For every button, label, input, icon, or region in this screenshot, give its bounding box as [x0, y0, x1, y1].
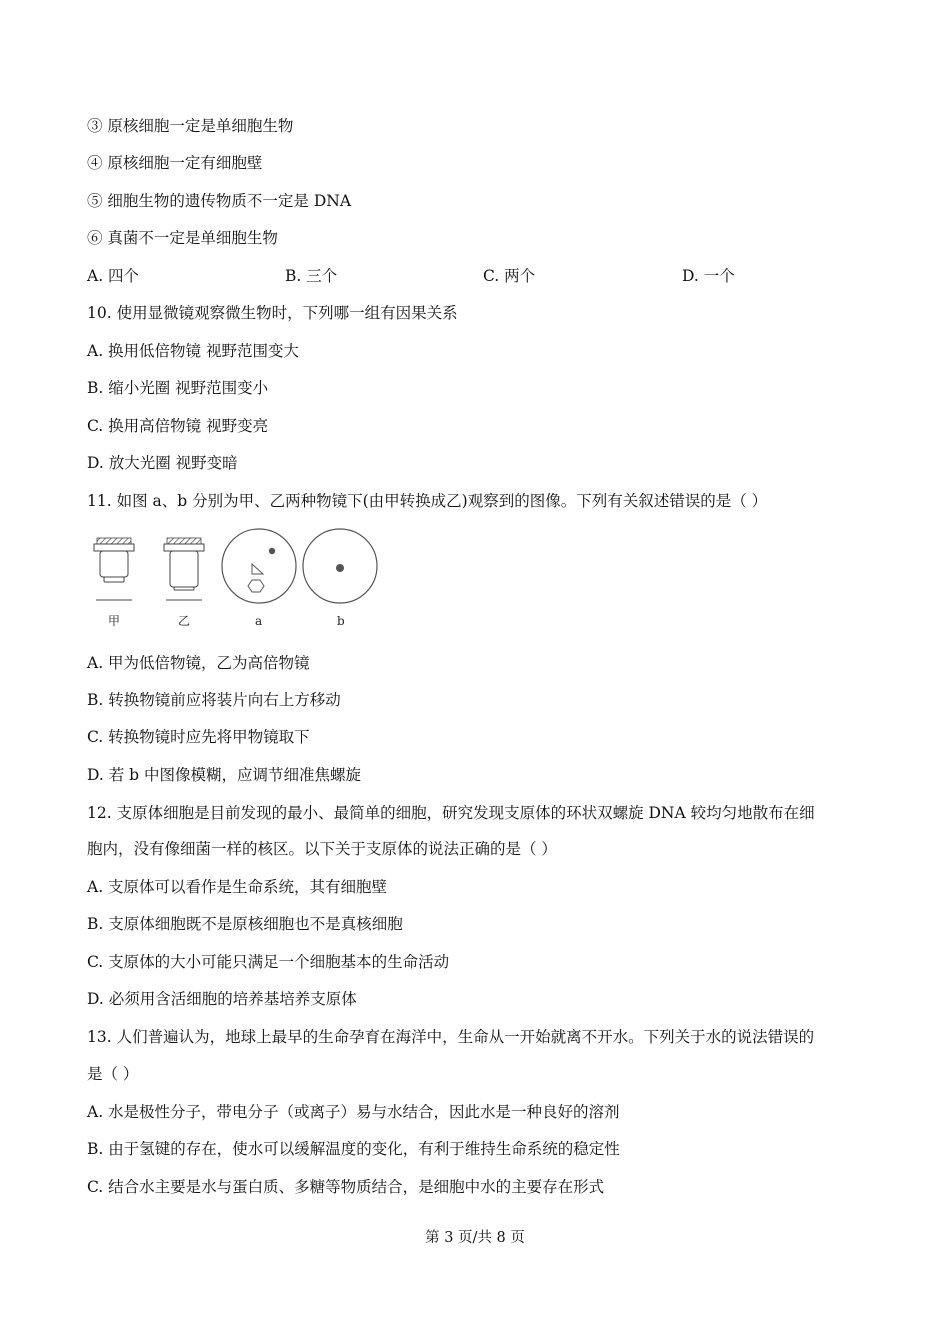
q12-option-a: A. 支原体可以看作是生命系统，其有细胞壁	[87, 878, 388, 896]
q11-figure-drawing	[87, 528, 387, 608]
q11-option-a: A. 甲为低倍物镜，乙为高倍物镜	[87, 654, 310, 672]
q11-option-c: C. 转换物镜时应先将甲物镜取下	[87, 728, 310, 746]
q12-option-c: C. 支原体的大小可能只满足一个细胞基本的生命活动	[87, 953, 450, 971]
q12-stem-line2: 胞内，没有像细菌一样的核区。以下关于支原体的说法正确的是（ ）	[87, 840, 557, 858]
q13-option-c: C. 结合水主要是水与蛋白质、多糖等物质结合，是细胞中水的主要存在形式	[87, 1178, 605, 1196]
q11-option-d: D. 若 b 中图像模糊，应调节细准焦螺旋	[87, 766, 362, 784]
objective-jia-icon	[94, 538, 134, 600]
q10-stem: 10. 使用显微镜观察微生物时，下列哪一组有因果关系	[87, 304, 458, 322]
q10-option-a: A. 换用低倍物镜 视野范围变大	[87, 342, 299, 360]
q11-stem: 11. 如图 a、b 分别为甲、乙两种物镜下(由甲转换成乙)观察到的图像。下列有关叙述错误的是（ ）	[87, 492, 768, 510]
q10-option-c: C. 换用高倍物镜 视野变亮	[87, 417, 269, 435]
statement-5: ⑤ 细胞生物的遗传物质不一定是 DNA	[87, 192, 352, 210]
statement-3: ③ 原核细胞一定是单细胞生物	[87, 117, 294, 135]
objective-yi-icon	[164, 538, 204, 600]
q13-stem-line1: 13. 人们普遍认为，地球上最早的生命孕育在海洋中，生命从一开始就离不开水。下列关于水的说法错误的	[87, 1028, 815, 1046]
statement-6: ⑥ 真菌不一定是单细胞生物	[87, 229, 278, 247]
q13-option-b: B. 由于氢键的存在，使水可以缓解温度的变化，有利于维持生命系统的稳定性	[87, 1140, 620, 1158]
q9-option-d: D. 一个	[682, 267, 735, 285]
q9-option-b: B. 三个	[285, 267, 338, 285]
label-a: a	[255, 614, 263, 628]
label-yi: 乙	[178, 614, 191, 628]
page-footer: 第 3 页/共 8 页	[425, 1230, 525, 1246]
q11-figure	[87, 528, 387, 632]
q13-stem-line2: 是（ ）	[87, 1065, 139, 1083]
q9-option-c: C. 两个	[483, 267, 536, 285]
q10-option-b: B. 缩小光圈 视野范围变小	[87, 379, 269, 397]
q10-option-d: D. 放大光圈 视野变暗	[87, 454, 238, 472]
q12-stem-line1: 12. 支原体细胞是目前发现的最小、最简单的细胞，研究发现支原体的环状双螺旋 DNA 较均匀地散布在细	[87, 804, 815, 822]
view-b-icon	[303, 529, 377, 603]
q12-option-b: B. 支原体细胞既不是原核细胞也不是真核细胞	[87, 915, 403, 933]
q12-option-d: D. 必须用含活细胞的培养基培养支原体	[87, 990, 357, 1008]
statement-4: ④ 原核细胞一定有细胞壁	[87, 154, 263, 172]
q13-option-a: A. 水是极性分子，带电分子（或离子）易与水结合，因此水是一种良好的溶剂	[87, 1103, 620, 1121]
label-b: b	[337, 614, 345, 628]
label-jia: 甲	[108, 614, 121, 628]
q11-option-b: B. 转换物镜前应将装片向右上方移动	[87, 691, 341, 709]
view-a-icon	[222, 529, 296, 603]
q9-option-a: A. 四个	[87, 267, 140, 285]
